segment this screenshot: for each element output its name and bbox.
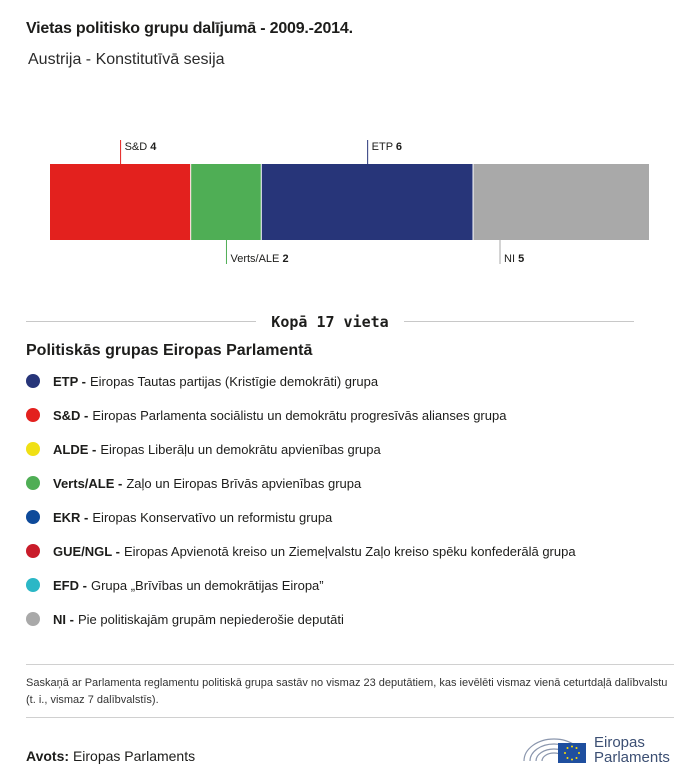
legend-item [26, 473, 361, 493]
legend-desc: Eiropas Parlamenta sociālistu un demokrātu progresīvās alianses grupa [92, 407, 507, 423]
legend-item [26, 371, 378, 391]
footer-bottom-rule [26, 717, 674, 718]
footnote: Saskaņā ar Parlamenta reglamentu politiskā grupa sastāv no vismaz 23 deputātiem, kas ievēlēti vismaz vienā ceturtdaļā dalībvalstu (t. i., vismaz 7 dalībvalstīs). [26, 677, 668, 706]
bar-label-s-d: S&D 4 [124, 141, 157, 153]
legend-desc: Pie politiskajām grupām nepiederošie deputāti [77, 611, 344, 627]
legend-desc: Zaļo un Eiropas Brīvās apvienības grupa [126, 475, 362, 491]
legend-item [26, 609, 344, 629]
legend-abbr: GUE/NGL - [53, 543, 120, 559]
legend-item [26, 439, 381, 459]
logo-line-1: Eiropas [594, 734, 645, 751]
bar-segment-s-d [50, 164, 190, 240]
legend-heading: Politiskās grupas Eiropas Parlamentā [26, 342, 313, 359]
legend-abbr: NI - [53, 611, 74, 627]
legend-dot-icon [26, 578, 40, 592]
legend-dot-icon [26, 544, 40, 558]
footer-top-rule [26, 664, 674, 665]
legend-abbr: ETP - [53, 373, 86, 389]
bar-segment-etp [262, 164, 473, 240]
legend-abbr: EKR - [53, 509, 89, 525]
bar-segment-verts-ale [191, 164, 261, 240]
legend-abbr: Verts/ALE - [53, 475, 123, 491]
legend-dot-icon [26, 374, 40, 388]
legend-dot-icon [26, 612, 40, 626]
legend-desc: Eiropas Liberāļu un demokrātu apvienības grupa [100, 441, 381, 457]
legend-abbr: EFD - [53, 577, 87, 593]
legend-dot-icon [26, 442, 40, 456]
bar-segment-ni [474, 164, 649, 240]
legend-dot-icon [26, 408, 40, 422]
legend-desc: Eiropas Tautas partijas (Kristīgie demokrāti) grupa [90, 373, 379, 389]
legend-item [26, 405, 506, 425]
legend-abbr: ALDE - [53, 441, 97, 457]
logo-line-2: Parlaments [594, 749, 670, 766]
legend-dot-icon [26, 510, 40, 524]
legend-desc: Eiropas Apvienotā kreiso un Ziemeļvalstu Zaļo kreiso spēku konfederālā grupa [123, 543, 576, 559]
chart-title: Vietas politisko grupu dalījumā - 2009.-2014. [26, 20, 353, 37]
seat-distribution-chart [0, 0, 700, 300]
legend-item [26, 575, 324, 595]
chart-subtitle: Austrija - Konstitutīvā sesija [28, 51, 225, 68]
bar-label-ni: NI 5 [504, 253, 525, 265]
legend-abbr: S&D - [53, 407, 89, 423]
source-value: Eiropas Parlaments [72, 748, 196, 764]
total-seats-row [26, 312, 634, 332]
legend-dot-icon [26, 476, 40, 490]
logo-wordmark [594, 735, 670, 765]
total-seats-label: Kopā 17 vieta [263, 313, 396, 331]
source-label: Avots: [26, 748, 70, 764]
legend-item [26, 541, 576, 561]
legend-desc: Grupa „Brīvības un demokrātijas Eiropa” [90, 577, 324, 593]
bar-label-etp: ETP 6 [371, 141, 403, 153]
source-line [26, 748, 195, 764]
legend-item [26, 507, 332, 527]
legend-desc: Eiropas Konservatīvo un reformistu grupa [92, 509, 333, 525]
bar-label-verts-ale: Verts/ALE 2 [230, 253, 289, 265]
